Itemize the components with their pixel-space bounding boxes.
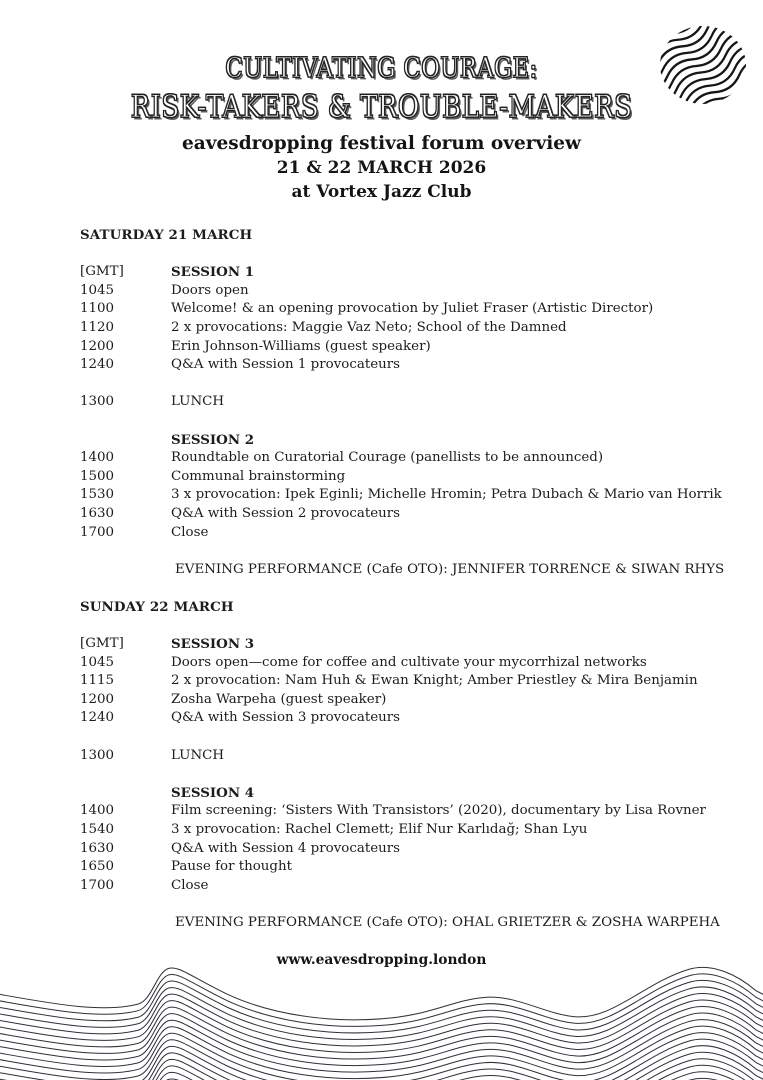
time-cell: 1400 [80,803,115,819]
time-cell: 1115 [80,673,115,689]
time-cell: [GMT] [80,264,124,280]
event-cell: Doors open [171,282,249,298]
day-heading: SATURDAY 21 MARCH [80,227,253,243]
time-cell: 1120 [80,319,115,335]
time-cell: 1540 [80,822,115,837]
time-cell [80,914,171,933]
schedule-row [80,505,763,524]
event-cell: SESSION 1 [171,264,255,281]
event-cell: Q&A with Session 3 provocateurs [171,710,401,726]
time-cell [80,784,171,803]
event-cell: Close [171,877,209,893]
schedule [80,226,763,933]
session-header-row [80,635,763,654]
event-cell: LUNCH [171,394,225,410]
spacer-row [80,542,763,561]
document-header [0,0,763,204]
day-heading: SUNDAY 22 MARCH [80,598,234,615]
schedule-row [80,486,763,505]
schedule-row [80,319,763,338]
schedule-row [80,691,763,710]
time-cell: 1400 [80,450,115,466]
schedule-row [80,338,763,357]
event-cell: Pause for thought [171,859,293,875]
schedule-row [80,468,763,487]
schedule-row [80,802,763,821]
website-text: www.eavesdropping.london [276,952,487,969]
event-cell: 2 x provocation: Nam Huh & Ewan Knight; Amber Priestley & Mira Benjamin [171,673,698,689]
spacer-row [80,375,763,394]
event-cell: Communal brainstorming [171,468,346,484]
event-cell: Zosha Warpeha (guest speaker) [171,691,387,707]
schedule-row [80,709,763,728]
time-cell: 1100 [80,301,115,317]
spacer-row [80,765,763,784]
time-cell [80,561,171,580]
event-cell: EVENING PERFORMANCE (Cafe OTO): JENNIFER TORRENCE & SIWAN RHYS [175,561,725,577]
schedule-row [80,524,763,543]
day-section [80,226,763,579]
event-cell: 2 x provocations: Maggie Vaz Neto; School of the Damned [171,319,567,335]
schedule-row [80,356,763,375]
wave-lines-decoration-icon [0,960,763,1080]
time-cell: [GMT] [80,636,124,652]
time-cell: 1300 [80,747,115,763]
time-cell: 1240 [80,710,115,726]
schedule-row [80,282,763,301]
event-cell: Doors open—come for coffee and cultivate your mycorrhizal networks [171,654,647,670]
time-cell: 1630 [80,840,115,856]
event-cell: Q&A with Session 1 provocateurs [171,357,401,373]
session-header-row [80,263,763,282]
time-cell: 1045 [80,282,115,298]
event-cell: 3 x provocation: Ipek Eginli; Michelle Hromin; Petra Dubach & Mario van Horrik [171,487,722,503]
time-cell: 1240 [80,357,115,373]
time-cell: 1650 [80,859,115,875]
spacer-row [80,412,763,431]
event-cell: Q&A with Session 2 provocateurs [171,505,401,521]
day-section [80,598,763,933]
event-cell: EVENING PERFORMANCE (Cafe OTO): OHAL GRIETZER & ZOSHA WARPEHA [175,914,720,930]
spacer-row [80,728,763,747]
event-cell: Q&A with Session 4 provocateurs [171,840,401,856]
title-line-2: RISK-TAKERS & TROUBLE-MAKERS [130,89,633,125]
schedule-row [80,840,763,859]
title-line-1: CULTIVATING COURAGE: [225,53,538,84]
event-cell: SESSION 2 [171,431,255,448]
session-header-row [80,431,763,450]
schedule-row [80,300,763,319]
event-cell: SESSION 4 [171,784,255,801]
event-cell: Close [171,524,209,540]
schedule-row [80,672,763,691]
event-cell: 3 x provocation: Rachel Clemett; Elif Nur Karlıdağ; Shan Lyu [171,822,588,837]
time-cell: 1200 [80,338,115,354]
schedule-row [80,821,763,840]
schedule-row [80,393,763,412]
schedule-row [80,858,763,877]
time-cell: 1500 [80,468,115,484]
event-cell: SESSION 3 [171,636,255,653]
schedule-row [80,449,763,468]
time-cell: 1045 [80,654,115,670]
date-line: 21 & 22 MARCH 2026 [276,158,487,178]
event-cell: LUNCH [171,747,225,763]
time-cell: 1300 [80,394,115,410]
event-cell: Film screening: ‘Sisters With Transistors’ (2020), documentary by Lisa Rovner [171,803,706,819]
time-cell: 1200 [80,691,115,707]
venue-line: at Vortex Jazz Club [291,182,472,202]
time-cell [80,431,171,450]
session-header-row [80,784,763,803]
time-cell: 1700 [80,524,115,540]
subtitle: eavesdropping festival forum overview [182,133,581,154]
time-cell: 1700 [80,877,115,893]
time-cell: 1530 [80,487,115,503]
event-cell: Roundtable on Curatorial Courage (panellists to be announced) [171,450,604,466]
performance-row [80,561,763,580]
schedule-row [80,877,763,896]
schedule-row [80,747,763,766]
event-cell: Welcome! & an opening provocation by Juliet Fraser (Artistic Director) [171,301,654,317]
time-cell: 1630 [80,505,115,521]
spacer-row [80,895,763,914]
event-cell: Erin Johnson-Williams (guest speaker) [171,338,431,354]
performance-row [80,914,763,933]
schedule-row [80,654,763,673]
